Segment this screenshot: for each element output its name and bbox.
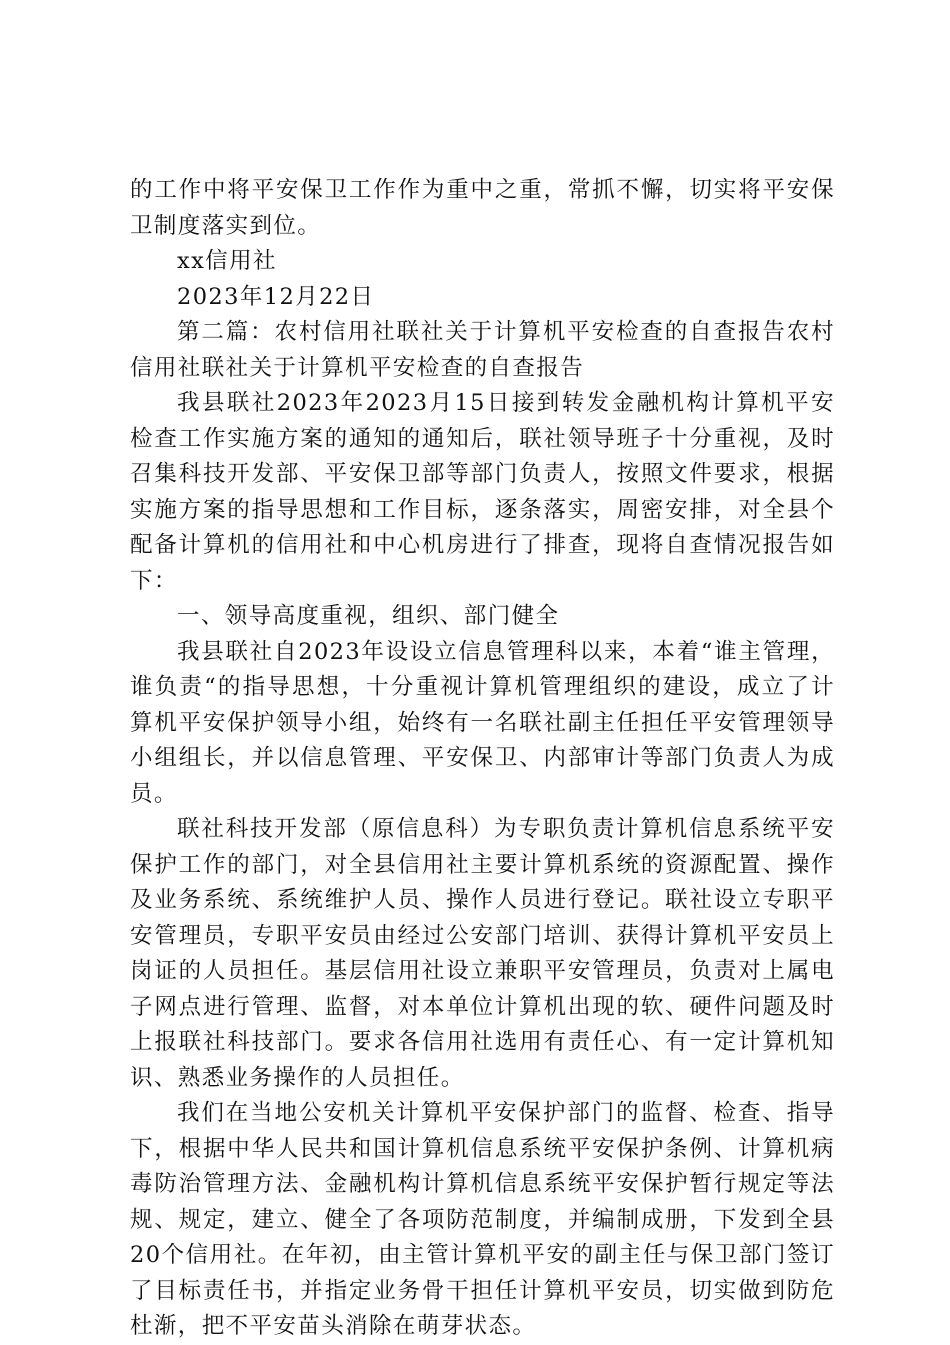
- paragraph-tech-department: 联社科技开发部（原信息科）为专职负责计算机信息系统平安保护工作的部门，对全县信用社主要计算机系统的资源配置、操作及业务系统、系统维护人员、操作人员进行登记。联社设立专职平安管理员，专职平安员由经过公安部门培训、获得计算机平安员上岗证的人员担任。基层信用社设立兼职平安管理员，负责对上属电子网点进行管理、监督，对本单位计算机出现的软、硬件问题及时上报联社科技部门。要求各信用社选用有责任心、有一定计算机知识、熟悉业务操作的人员担任。: [130, 816, 835, 1091]
- paragraph-organization: 我县联社自2023年设设立信息管理科以来，本着“谁主管理，谁负责“的指导思想，十分重视计算机管理组织的建设，成立了计算机平安保护领导小组，始终有一名联社副主任担任平安管理领导小组组长，并以信息管理、平安保卫、内部审计等部门负责人为成员。: [130, 638, 835, 807]
- section-heading: 第二篇：农村信用社联社关于计算机平安检查的自查报告农村信用社联社关于计算机平安检查的自查报告: [130, 319, 835, 381]
- signature-date: 2023年12月22日: [177, 283, 375, 310]
- paragraph-intro: 我县联社2023年2023月15日接到转发金融机构计算机平安检查工作实施方案的通知的通知后，联社领导班子十分重视，及时召集科技开发部、平安保卫部等部门负责人，按照文件要求，根据实施方案的指导思想和工作目标，逐条落实，周密安排，对全县个配备计算机的信用社和中心机房进行了排查，现将自查情况报告如下：: [130, 390, 835, 594]
- paragraph-regulations: 我们在当地公安机关计算机平安保护部门的监督、检查、指导下，根据中华人民共和国计算机信息系统平安保护条例、计算机病毒防治管理方法、金融机构计算机信息系统平安保护暂行规定等法规、规定，建立、健全了各项防范制度，并编制成册，下发到全县20个信用社。在年初，由主管计算机平安的副主任与保卫部门签订了目标责任书，并指定业务骨干担任计算机平安员，切实做到防危杜渐，把不平安苗头消除在萌芽状态。: [130, 1100, 835, 1339]
- subheading-leadership: 一、领导高度重视，组织、部门健全: [177, 603, 560, 629]
- paragraph-continuation: 的工作中将平安保卫工作作为重中之重，常抓不懈，切实将平安保卫制度落实到位。: [130, 177, 835, 239]
- document-body: [130, 173, 835, 1345]
- signature-organization: xx信用社: [177, 248, 277, 274]
